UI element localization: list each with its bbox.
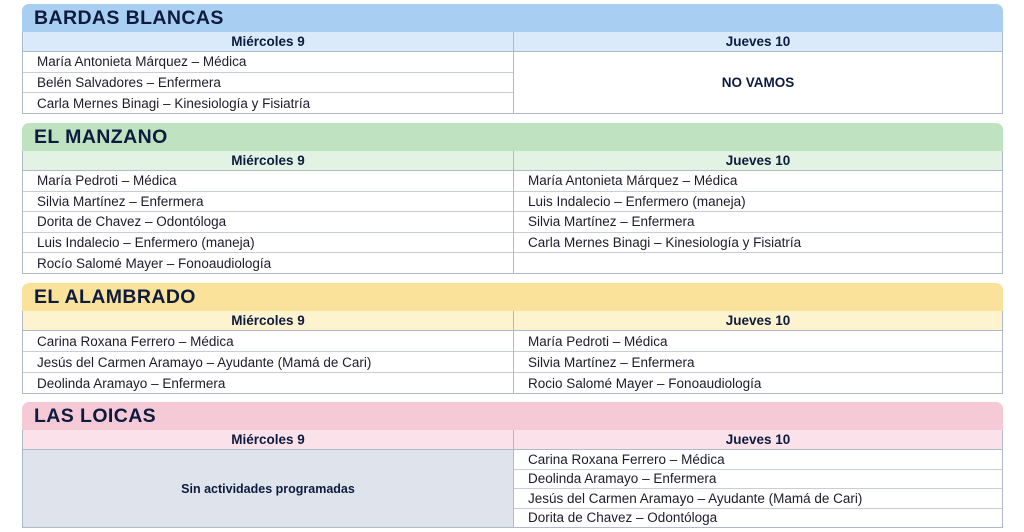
empty-row — [514, 253, 1002, 273]
day-header-thursday: Jueves 10 — [514, 151, 1002, 171]
staff-row: Jesús del Carmen Aramayo – Ayudante (Mamá de Cari) — [514, 489, 1002, 509]
staff-row: María Pedroti – Médica — [23, 171, 513, 192]
staff-row: Silvia Martínez – Enfermera — [23, 192, 513, 213]
section-title: EL ALAMBRADO — [22, 283, 1003, 311]
no-visit-message: NO VAMOS — [721, 75, 795, 90]
wednesday-column — [23, 151, 513, 273]
thursday-column — [513, 151, 1002, 273]
staff-row: Carla Mernes Binagi – Kinesiología y Fisiatría — [514, 233, 1002, 254]
staff-row: María Pedroti – Médica — [514, 331, 1002, 352]
staff-row: Deolinda Aramayo – Enfermera — [37, 375, 226, 391]
thursday-column — [513, 32, 1002, 113]
section-las-loicas — [22, 402, 1003, 528]
day-header-thursday: Jueves 10 — [514, 430, 1002, 450]
staff-row: Dorita de Chavez – Odontóloga — [528, 510, 718, 526]
staff-row: Luis Indalecio – Enfermero (maneja) — [23, 233, 513, 254]
section-title: EL MANZANO — [22, 123, 1003, 151]
staff-row: Carla Mernes Binagi – Kinesiología y Fisiatría — [37, 95, 311, 111]
day-header-wednesday: Miércoles 9 — [23, 311, 513, 331]
staff-row: Belén Salvadores – Enfermera — [23, 73, 513, 94]
section-title: LAS LOICAS — [22, 402, 1003, 430]
thursday-column — [513, 311, 1002, 393]
wednesday-column — [23, 430, 513, 527]
day-header-wednesday: Miércoles 9 — [23, 151, 513, 171]
section-el-manzano — [22, 123, 1003, 274]
wednesday-column — [23, 32, 513, 113]
staff-row: Rocío Salomé Mayer – Fonoaudiología — [37, 255, 272, 271]
staff-row: María Antonieta Márquez – Médica — [23, 52, 513, 73]
schedule-table — [22, 311, 1003, 394]
schedule-table — [22, 32, 1003, 114]
day-header-wednesday: Miércoles 9 — [23, 32, 513, 52]
thursday-column — [513, 430, 1002, 527]
staff-row: Carina Roxana Ferrero – Médica — [23, 331, 513, 352]
day-header-thursday: Jueves 10 — [514, 311, 1002, 331]
section-bardas-blancas — [22, 4, 1003, 114]
staff-row: Jesús del Carmen Aramayo – Ayudante (Mamá de Cari) — [23, 352, 513, 373]
wednesday-column — [23, 311, 513, 393]
section-el-alambrado — [22, 283, 1003, 394]
staff-row: Silvia Martínez – Enfermera — [514, 352, 1002, 373]
staff-row: María Antonieta Márquez – Médica — [514, 171, 1002, 192]
schedule-table — [22, 430, 1003, 528]
schedule-table — [22, 151, 1003, 274]
staff-row: Silvia Martínez – Enfermera — [514, 212, 1002, 233]
no-activities-message: Sin actividades programadas — [23, 450, 513, 527]
staff-row: Dorita de Chavez – Odontóloga — [23, 212, 513, 233]
day-header-thursday: Jueves 10 — [514, 32, 1002, 52]
staff-row: Rocio Salomé Mayer – Fonoaudiología — [528, 375, 762, 391]
staff-row: Deolinda Aramayo – Enfermera — [514, 470, 1002, 490]
staff-row: Luis Indalecio – Enfermero (maneja) — [514, 192, 1002, 213]
staff-row: Carina Roxana Ferrero – Médica — [514, 450, 1002, 470]
day-header-wednesday: Miércoles 9 — [23, 430, 513, 450]
section-title: BARDAS BLANCAS — [22, 4, 1003, 32]
